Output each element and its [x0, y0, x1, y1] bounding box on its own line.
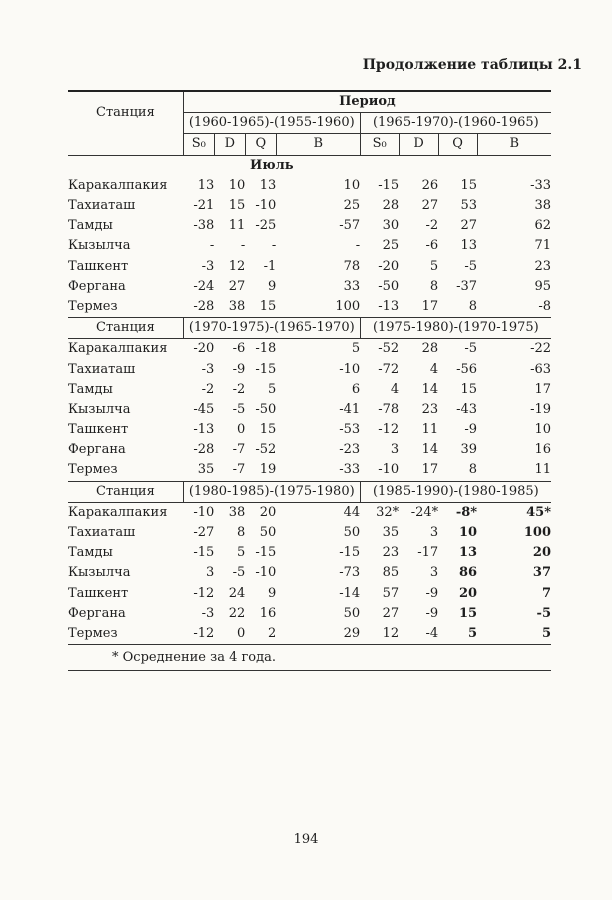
block-header-row — [68, 318, 551, 339]
value-cell: 5 — [477, 624, 551, 645]
station-name: Фергана — [68, 605, 126, 621]
value-cell: 23 — [534, 258, 551, 274]
period-interval-right: (1975-1980)-(1970-1975) — [360, 318, 551, 339]
table-row — [68, 297, 551, 318]
value-cell: 28 — [382, 198, 400, 214]
table-continuation-title: Продолжение таблицы 2.1 — [362, 57, 582, 73]
value-cell: - — [240, 238, 246, 254]
station-name: Термез — [68, 624, 183, 645]
station-name: Кызылча — [68, 238, 131, 254]
table-row — [68, 523, 551, 543]
table-row — [68, 400, 551, 420]
value-cell: 8 — [237, 525, 246, 541]
station-name: Каракалпакия — [68, 177, 168, 193]
value-cell: 11 — [228, 218, 246, 234]
station-name: Кызылча — [68, 565, 131, 581]
value-cell: 100 — [335, 298, 361, 314]
station-header: Станция — [68, 91, 183, 134]
table-row — [68, 604, 551, 624]
value-cell: -9 — [425, 605, 439, 621]
value-cell: -12 — [183, 624, 214, 645]
value-cell: -13 — [378, 298, 400, 314]
station-name: Фергана — [68, 442, 126, 458]
value-cell: 29 — [276, 624, 360, 645]
table-row — [68, 216, 551, 236]
value-cell: 3 — [390, 442, 400, 458]
period-interval-right: (1965-1970)-(1960-1965) — [360, 113, 551, 134]
value-cell: 20 — [532, 545, 551, 561]
footnote: * Осреднение за 4 года. — [112, 650, 277, 665]
value-cell: 0 — [237, 422, 246, 438]
value-cell: 11 — [421, 422, 439, 438]
value-cell: -14 — [339, 585, 361, 601]
section-row — [68, 155, 551, 176]
table-row — [68, 196, 551, 216]
value-cell: 0 — [214, 624, 245, 645]
value-cell: 38 — [228, 504, 246, 520]
value-cell: 9 — [268, 278, 277, 294]
table-row — [68, 563, 551, 583]
col-header: B — [276, 134, 360, 155]
value-cell: 45* — [526, 504, 551, 520]
value-cell: 4 — [390, 381, 400, 397]
value-cell: -15 — [193, 545, 215, 561]
station-name: Тахиаташ — [68, 361, 136, 377]
col-header: B — [477, 134, 551, 155]
value-cell: -13 — [193, 422, 215, 438]
station-name: Тамды — [68, 218, 113, 234]
value-cell: -15 — [378, 177, 400, 193]
value-cell: -21 — [193, 198, 215, 214]
value-cell: 62 — [534, 218, 551, 234]
value-cell: -4 — [399, 624, 438, 645]
value-cell: -12 — [378, 422, 400, 438]
value-cell: -50 — [255, 401, 277, 417]
value-cell: -45 — [193, 401, 215, 417]
value-cell: 12 — [360, 624, 399, 645]
value-cell: - — [355, 238, 361, 254]
value-cell: 20 — [458, 585, 478, 601]
table-row — [68, 236, 551, 256]
table-row — [68, 339, 551, 360]
col-header: Q — [438, 134, 477, 155]
table-row — [68, 257, 551, 277]
station-name: Кызылча — [68, 401, 131, 417]
value-cell: 5 — [237, 545, 246, 561]
col-header: S₀ — [183, 134, 214, 155]
period-interval-left: (1970-1975)-(1965-1970) — [183, 318, 360, 339]
value-cell: 27 — [421, 198, 439, 214]
period-header: Период — [183, 91, 551, 113]
table-row — [68, 460, 551, 481]
value-cell: 15 — [460, 177, 478, 193]
header-row-columns — [68, 134, 551, 155]
value-cell: 6 — [351, 381, 361, 397]
value-cell: 37 — [532, 565, 551, 581]
value-cell: -10 — [378, 462, 400, 478]
value-cell: 22 — [228, 605, 246, 621]
data-table — [68, 90, 551, 645]
table-row — [68, 502, 551, 523]
station-name: Тахиаташ — [68, 525, 136, 541]
value-cell: -1 — [263, 258, 277, 274]
value-cell: -2 — [232, 381, 246, 397]
table-row — [68, 380, 551, 400]
value-cell: -33 — [339, 462, 361, 478]
table-row — [68, 440, 551, 460]
col-header: D — [399, 134, 438, 155]
value-cell: 2 — [245, 624, 276, 645]
value-cell: 32* — [376, 504, 400, 520]
table-row — [68, 543, 551, 563]
value-cell: -3 — [201, 361, 215, 377]
value-cell: 8 — [468, 462, 478, 478]
header-row-period — [68, 91, 551, 113]
col-header: S₀ — [360, 134, 399, 155]
table-row — [68, 359, 551, 379]
value-cell: 10 — [458, 525, 478, 541]
block-header-row — [68, 481, 551, 502]
value-cell: 7 — [541, 585, 551, 601]
value-cell: 23 — [421, 401, 439, 417]
col-header: D — [214, 134, 245, 155]
value-cell: -8 — [538, 298, 551, 314]
value-cell: -38 — [193, 218, 215, 234]
value-cell: 25 — [382, 238, 400, 254]
value-cell: 14 — [421, 381, 439, 397]
value-cell: -5 — [232, 565, 246, 581]
value-cell: -19 — [530, 401, 551, 417]
value-cell: 35 — [382, 525, 400, 541]
value-cell: -15 — [255, 545, 277, 561]
station-name: Тамды — [68, 381, 113, 397]
value-cell: 13 — [460, 238, 478, 254]
value-cell: 15 — [259, 422, 277, 438]
page-number: 194 — [293, 832, 319, 847]
table-row — [68, 624, 551, 645]
value-cell: 44 — [343, 504, 361, 520]
value-cell: 14 — [421, 442, 439, 458]
value-cell: -41 — [339, 401, 361, 417]
value-cell: -18 — [255, 341, 277, 357]
value-cell: 11 — [534, 462, 551, 478]
value-cell: 10 — [228, 177, 246, 193]
value-cell: 10 — [343, 177, 361, 193]
value-cell: 13 — [197, 177, 215, 193]
value-cell: -27 — [193, 525, 215, 541]
value-cell: - — [209, 238, 215, 254]
value-cell: -57 — [339, 218, 361, 234]
value-cell: 23 — [382, 545, 400, 561]
value-cell: 53 — [460, 198, 478, 214]
period-interval-right: (1985-1990)-(1980-1985) — [360, 481, 551, 502]
value-cell: -28 — [193, 298, 215, 314]
value-cell: -6 — [425, 238, 439, 254]
station-name: Термез — [68, 462, 118, 478]
station-name: Фергана — [68, 278, 126, 294]
value-cell: -2 — [425, 218, 439, 234]
value-cell: -23 — [339, 442, 361, 458]
station-name: Ташкент — [68, 585, 129, 601]
value-cell: 17 — [421, 462, 439, 478]
value-cell: 26 — [421, 177, 439, 193]
station-header: Станция — [68, 318, 183, 339]
station-name: Термез — [68, 298, 118, 314]
station-name: Тахиаташ — [68, 198, 136, 214]
value-cell: 17 — [534, 381, 551, 397]
value-cell: 78 — [343, 258, 361, 274]
value-cell: 5 — [438, 624, 477, 645]
value-cell: -52 — [378, 341, 400, 357]
value-cell: -9 — [425, 585, 439, 601]
value-cell: -3 — [201, 605, 215, 621]
value-cell: 38 — [534, 198, 551, 214]
value-cell: 5 — [351, 341, 361, 357]
value-cell: -25 — [255, 218, 277, 234]
table-row — [68, 277, 551, 297]
period-interval-left: (1980-1985)-(1975-1980) — [183, 481, 360, 502]
value-cell: 30 — [382, 218, 400, 234]
station-name: Каракалпакия — [68, 504, 168, 520]
value-cell: 13 — [458, 545, 478, 561]
value-cell: 25 — [343, 198, 361, 214]
footnote-rule — [68, 670, 551, 671]
value-cell: 5 — [268, 381, 277, 397]
value-cell: 15 — [458, 605, 478, 621]
value-cell: -2 — [201, 381, 215, 397]
value-cell: -50 — [378, 278, 400, 294]
value-cell: -10 — [255, 198, 277, 214]
value-cell: -78 — [378, 401, 400, 417]
value-cell: 71 — [534, 238, 551, 254]
value-cell: -73 — [339, 565, 361, 581]
table-row — [68, 584, 551, 604]
value-cell: - — [271, 238, 277, 254]
value-cell: -20 — [378, 258, 400, 274]
value-cell: 15 — [228, 198, 246, 214]
value-cell: -3 — [201, 258, 215, 274]
period-interval-left: (1960-1965)-(1955-1960) — [183, 113, 360, 134]
value-cell: -9 — [232, 361, 246, 377]
value-cell: 57 — [382, 585, 400, 601]
value-cell: 35 — [197, 462, 215, 478]
value-cell: 8 — [429, 278, 439, 294]
value-cell: 50 — [343, 605, 361, 621]
value-cell: 15 — [259, 298, 277, 314]
value-cell: 27 — [382, 605, 400, 621]
value-cell: 100 — [523, 525, 551, 541]
value-cell: -56 — [456, 361, 478, 377]
value-cell: -63 — [530, 361, 551, 377]
value-cell: 50 — [343, 525, 361, 541]
value-cell: 19 — [259, 462, 277, 478]
value-cell: 3 — [429, 565, 439, 581]
station-name: Ташкент — [68, 422, 129, 438]
value-cell: 3 — [206, 565, 215, 581]
value-cell: 28 — [421, 341, 439, 357]
station-name: Каракалпакия — [68, 341, 168, 357]
table-row — [68, 420, 551, 440]
value-cell: 16 — [534, 442, 551, 458]
value-cell: -6 — [232, 341, 246, 357]
value-cell: 39 — [460, 442, 478, 458]
value-cell: 10 — [534, 422, 551, 438]
value-cell: -43 — [456, 401, 478, 417]
value-cell: -37 — [456, 278, 478, 294]
station-header: Станция — [68, 481, 183, 502]
col-header: Q — [245, 134, 276, 155]
value-cell: -52 — [255, 442, 277, 458]
station-name: Ташкент — [68, 258, 129, 274]
value-cell: -12 — [193, 585, 215, 601]
value-cell: -10 — [255, 565, 277, 581]
value-cell: -20 — [193, 341, 215, 357]
value-cell: -17 — [417, 545, 439, 561]
value-cell: 3 — [429, 525, 439, 541]
value-cell: 13 — [259, 177, 277, 193]
section-label: Июль — [249, 157, 294, 173]
value-cell: 17 — [421, 298, 439, 314]
value-cell: 86 — [458, 565, 478, 581]
value-cell: -28 — [193, 442, 215, 458]
value-cell: -5 — [464, 258, 478, 274]
value-cell: 12 — [228, 258, 246, 274]
value-cell: -5 — [464, 341, 478, 357]
value-cell: -72 — [378, 361, 400, 377]
value-cell: 16 — [259, 605, 277, 621]
value-cell: -33 — [530, 177, 551, 193]
value-cell: 9 — [268, 585, 277, 601]
value-cell: 27 — [228, 278, 246, 294]
value-cell: 50 — [259, 525, 277, 541]
value-cell: -24 — [193, 278, 215, 294]
value-cell: -15 — [255, 361, 277, 377]
station-name: Тамды — [68, 545, 113, 561]
value-cell: 95 — [534, 278, 551, 294]
value-cell: 5 — [429, 258, 439, 274]
value-cell: -9 — [464, 422, 478, 438]
value-cell: 24 — [228, 585, 246, 601]
value-cell: 27 — [460, 218, 478, 234]
value-cell: -7 — [232, 462, 246, 478]
value-cell: -53 — [339, 422, 361, 438]
value-cell: 15 — [460, 381, 478, 397]
value-cell: -8* — [455, 504, 478, 520]
value-cell: 33 — [343, 278, 361, 294]
value-cell: -22 — [530, 341, 551, 357]
value-cell: 20 — [259, 504, 277, 520]
value-cell: 38 — [228, 298, 246, 314]
value-cell: -7 — [232, 442, 246, 458]
table-row — [68, 176, 551, 196]
value-cell: -5 — [232, 401, 246, 417]
value-cell: 4 — [429, 361, 439, 377]
value-cell: -24* — [410, 504, 439, 520]
value-cell: -15 — [339, 545, 361, 561]
value-cell: 8 — [468, 298, 478, 314]
value-cell: -10 — [193, 504, 215, 520]
value-cell: -10 — [339, 361, 361, 377]
value-cell: 85 — [382, 565, 400, 581]
value-cell: -5 — [536, 605, 551, 621]
